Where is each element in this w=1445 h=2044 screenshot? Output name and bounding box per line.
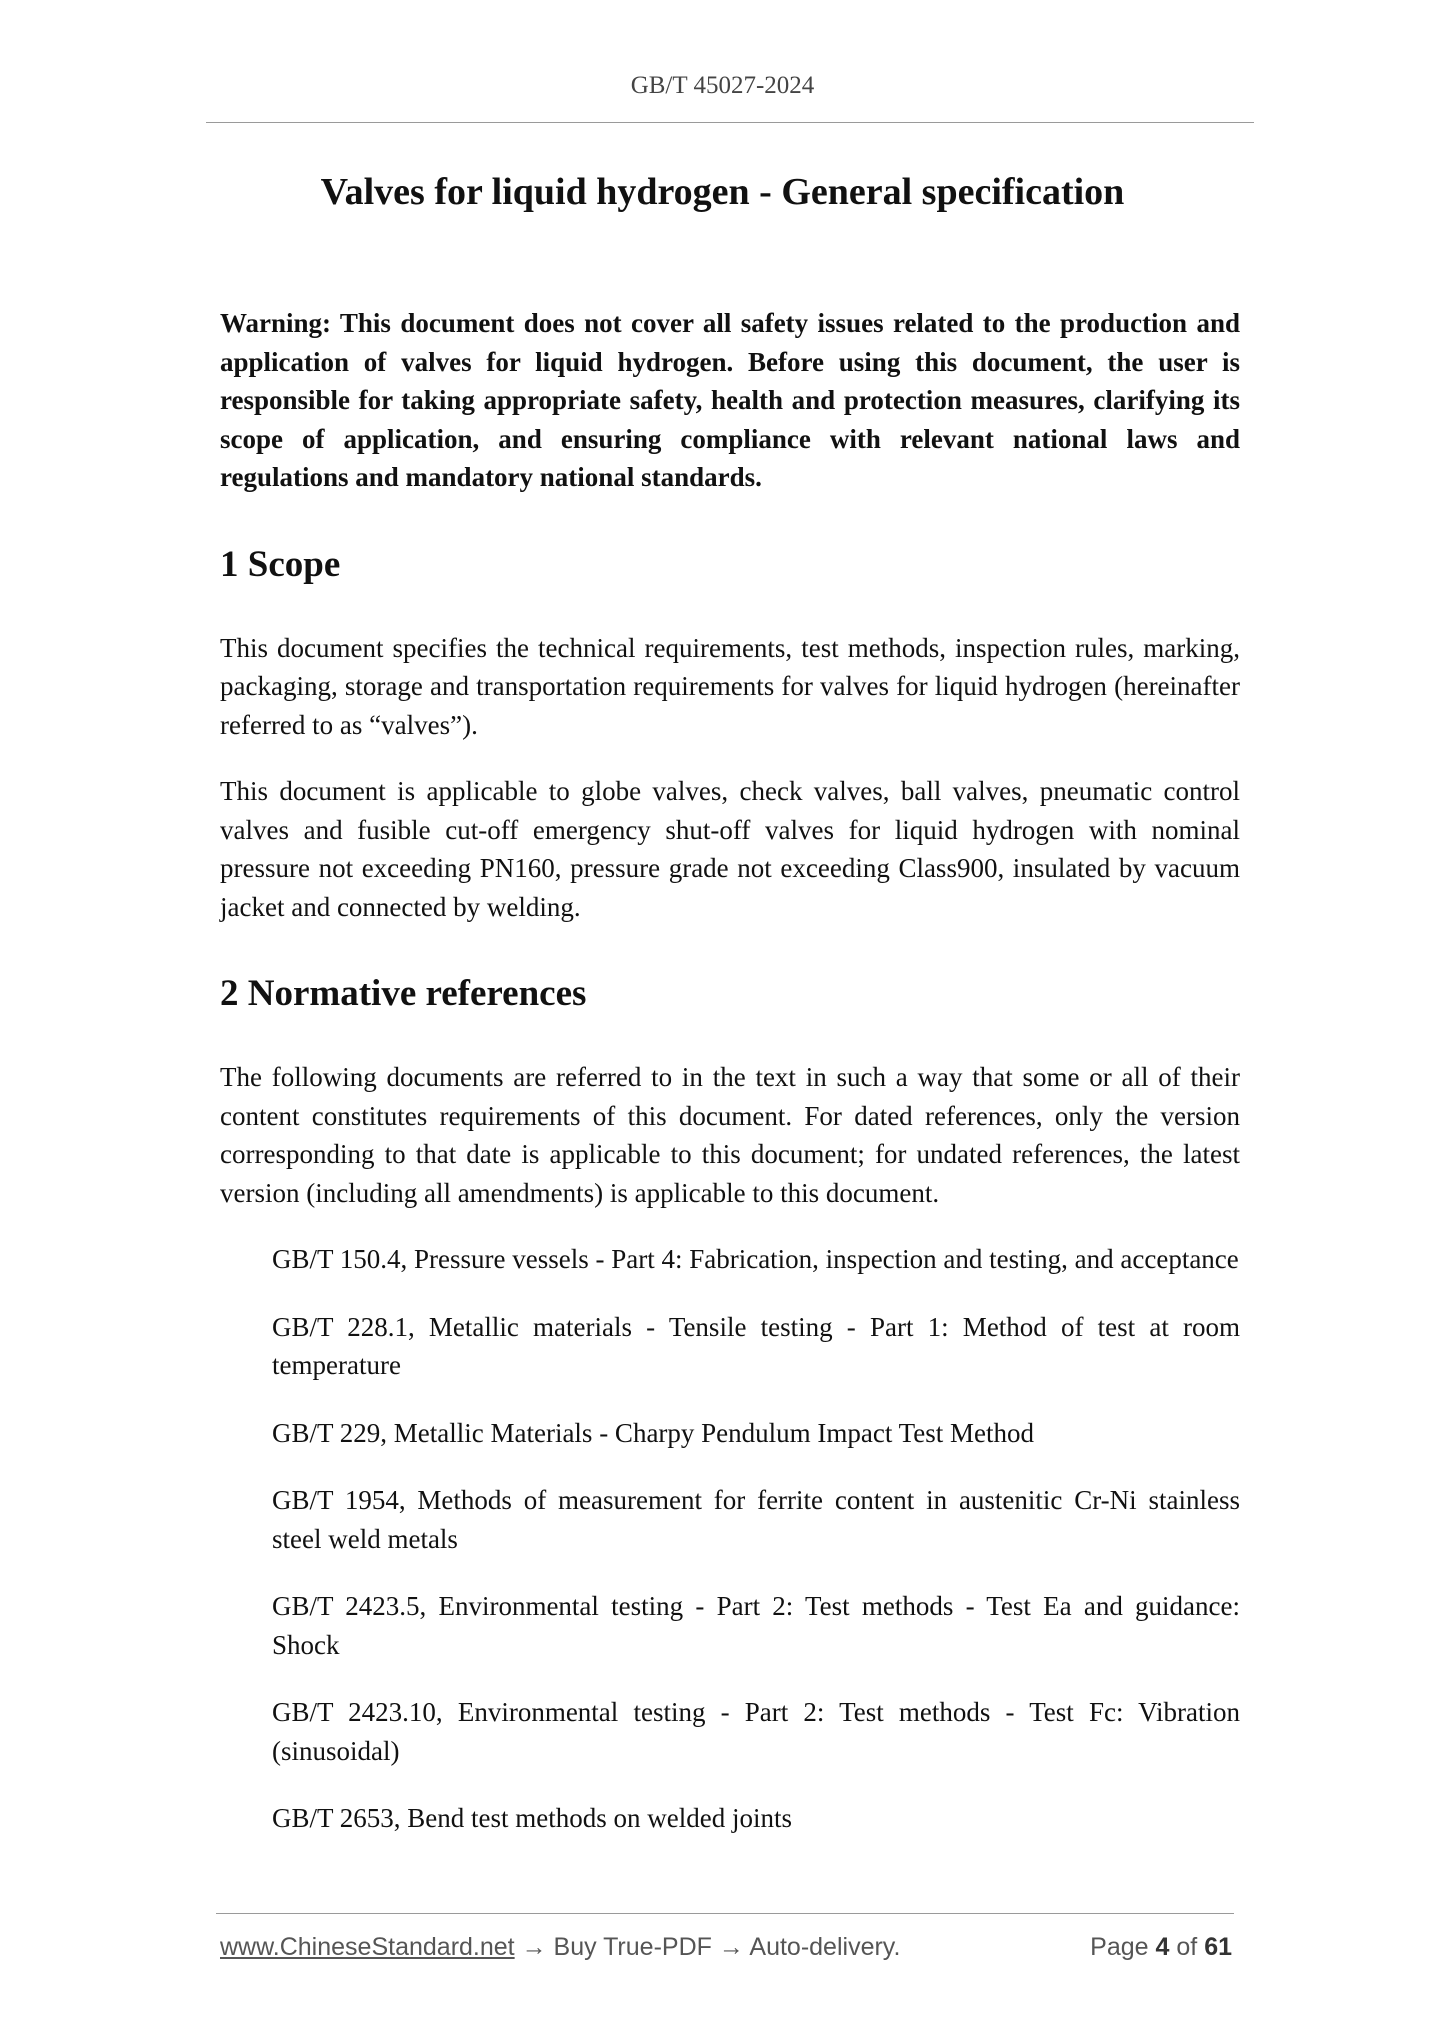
document-title: Valves for liquid hydrogen - General specification <box>320 171 1125 213</box>
reference-item: GB/T 2423.5, Environmental testing - Part 2: Test methods - Test Ea and guidance: Shock <box>272 1591 1240 1660</box>
reference-item: GB/T 2423.10, Environmental testing - Part 2: Test methods - Test Fc: Vibration (sinusoidal) <box>272 1697 1240 1766</box>
reference-item: GB/T 1954, Methods of measurement for ferrite content in austenitic Cr-Ni stainless steel weld metals <box>272 1485 1240 1554</box>
page-indicator <box>1090 1933 1232 1962</box>
reference-list <box>272 1240 1240 1838</box>
normative-intro: The following documents are referred to in the text in such a way that some or all of their content constitutes requirements of this document. For dated references, only the version corresponding to that date is applicable to this document; for undated references, the latest version (including all amendments) is applicable to this document. <box>220 1062 1240 1208</box>
page-label: Page <box>1090 1933 1149 1961</box>
header-standard-code: GB/T 45027-2024 <box>630 72 815 99</box>
reference-item: GB/T 228.1, Metallic materials - Tensile testing - Part 1: Method of test at room temperature <box>272 1311 1240 1380</box>
reference-item: GB/T 229, Metallic Materials - Charpy Pendulum Impact Test Method <box>272 1417 1034 1448</box>
warning-notice: Warning: This document does not cover all safety issues related to the production and application of valves for liquid hydrogen. Before using this document, the user is responsible for taking appropriate safety, health and protection measures, clarifying its scope of application, and ensuring compliance with relevant national laws and regulations and mandatory national standards. <box>220 308 1240 492</box>
header-divider <box>206 122 1254 123</box>
footer-divider <box>216 1913 1234 1914</box>
page-current: 4 <box>1155 1933 1170 1961</box>
footer-tagline: → Buy True-PDF → Auto-delivery. <box>514 1933 901 1961</box>
section-heading-scope: 1 Scope <box>220 543 341 585</box>
page-of-label: of <box>1176 1933 1198 1961</box>
page-total: 61 <box>1204 1933 1232 1961</box>
footer-site-link[interactable]: www.ChineseStandard.net <box>220 1933 515 1961</box>
scope-paragraph-2: This document is applicable to globe valves, check valves, ball valves, pneumatic control valves and fusible cut-off emergency shut-off valves for liquid hydrogen with nominal pressure not exceeding PN160, pressure grade not exceeding Class900, insulated by vacuum jacket and connected by welding. <box>220 776 1240 922</box>
document-body <box>220 304 1240 1867</box>
reference-item: GB/T 2653, Bend test methods on welded joints <box>272 1803 792 1833</box>
reference-item: GB/T 150.4, Pressure vessels - Part 4: Fabrication, inspection and testing, and acceptance <box>272 1244 1239 1274</box>
scope-paragraph-1: This document specifies the technical requirements, test methods, inspection rules, marking, packaging, storage and transportation requirements for valves for liquid hydrogen (hereinafter referred to as “valves”). <box>220 632 1240 740</box>
footer-promo <box>220 1933 900 1962</box>
section-heading-normative-references: 2 Normative references <box>220 973 587 1014</box>
